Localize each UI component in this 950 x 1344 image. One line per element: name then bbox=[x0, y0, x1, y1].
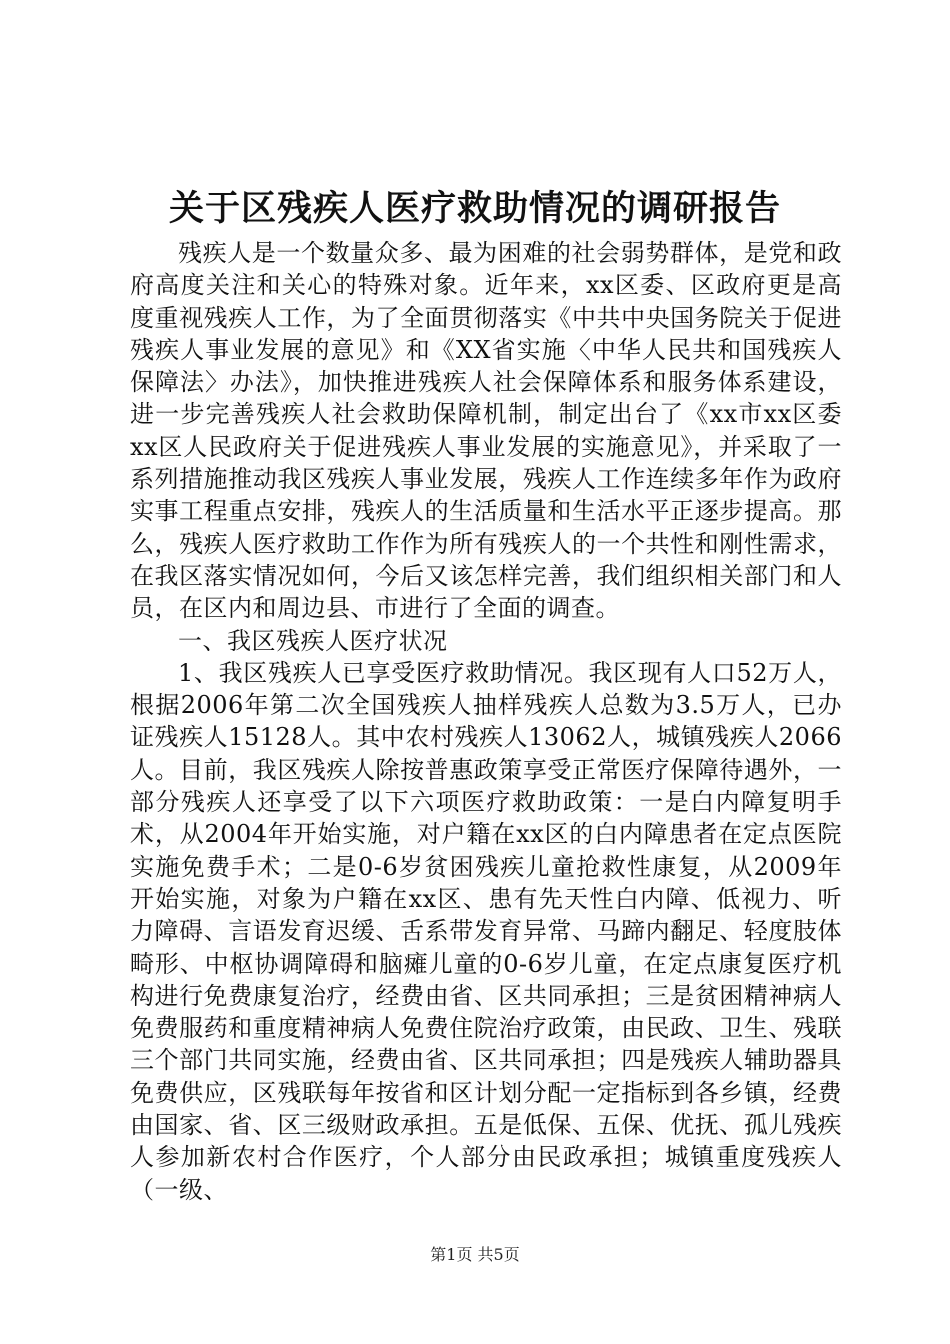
paragraph-intro: 残疾人是一个数量众多、最为困难的社会弱势群体，是党和政府高度关注和关心的特殊对象。近年来，xx区委、区政府更是高度重视残疾人工作，为了全面贯彻落实《中共中央国务院关于促进残疾人事业发展的意见》和《XX省实施〈中华人民共和国残疾人保障法〉办法》，加快推进残疾人社会保障体系和服务体系建设，进一步完善残疾人社会救助保障机制，制定出台了《xx市xx区委xx区人民政府关于促进残疾人事业发展的实施意见》，并采取了一系列措施推动我区残疾人事业发展，残疾人工作连续多年作为政府实事工程重点安排，残疾人的生活质量和生活水平正逐步提高。那么，残疾人医疗救助工作作为所有残疾人的一个共性和刚性需求，在我区落实情况如何，今后又该怎样完善，我们组织相关部门和人员，在区内和周边县、市进行了全面的调查。 bbox=[130, 239, 842, 623]
paragraph-section-1: 1、我区残疾人已享受医疗救助情况。我区现有人口52万人，根据2006年第二次全国残疾人抽样残疾人总数为3.5万人，已办证残疾人15128人。其中农村残疾人13062人，城镇残疾人2066人。目前，我区残疾人除按普惠政策享受正常医疗保障待遇外，一部分残疾人还享受了以下六项医疗救助政策：一是白内障复明手术，从2004年开始实施，对户籍在xx区的白内障患者在定点医院实施免费手术；二是0-6岁贫困残疾儿童抢救性康复，从2009年开始实施，对象为户籍在xx区、患有先天性白内障、低视力、听力障碍、言语发育迟缓、舌系带发育异常、马蹄内翻足、轻度肢体畸形、中枢协调障碍和脑瘫儿童的0-6岁儿童，在定点康复医疗机构进行免费康复治疗，经费由省、区共同承担；三是贫困精神病人免费服药和重度精神病人免费住院治疗政策，由民政、卫生、残联三个部门共同实施，经费由省、区共同承担；四是残疾人辅助器具免费供应，区残联每年按省和区计划分配一定指标到各乡镇，经费由国家、省、区三级财政承担。五是低保、五保、优抚、孤儿残疾人参加新农村合作医疗，个人部分由民政承担；城镇重度残疾人（一级、 bbox=[130, 658, 842, 1204]
section-heading: 一、我区残疾人医疗状况 bbox=[178, 626, 448, 655]
document-body bbox=[130, 237, 842, 1206]
document-title: 关于区残疾人医疗救助情况的调研报告 bbox=[168, 188, 781, 229]
page-footer: 第1页 共5页 bbox=[430, 1245, 520, 1264]
